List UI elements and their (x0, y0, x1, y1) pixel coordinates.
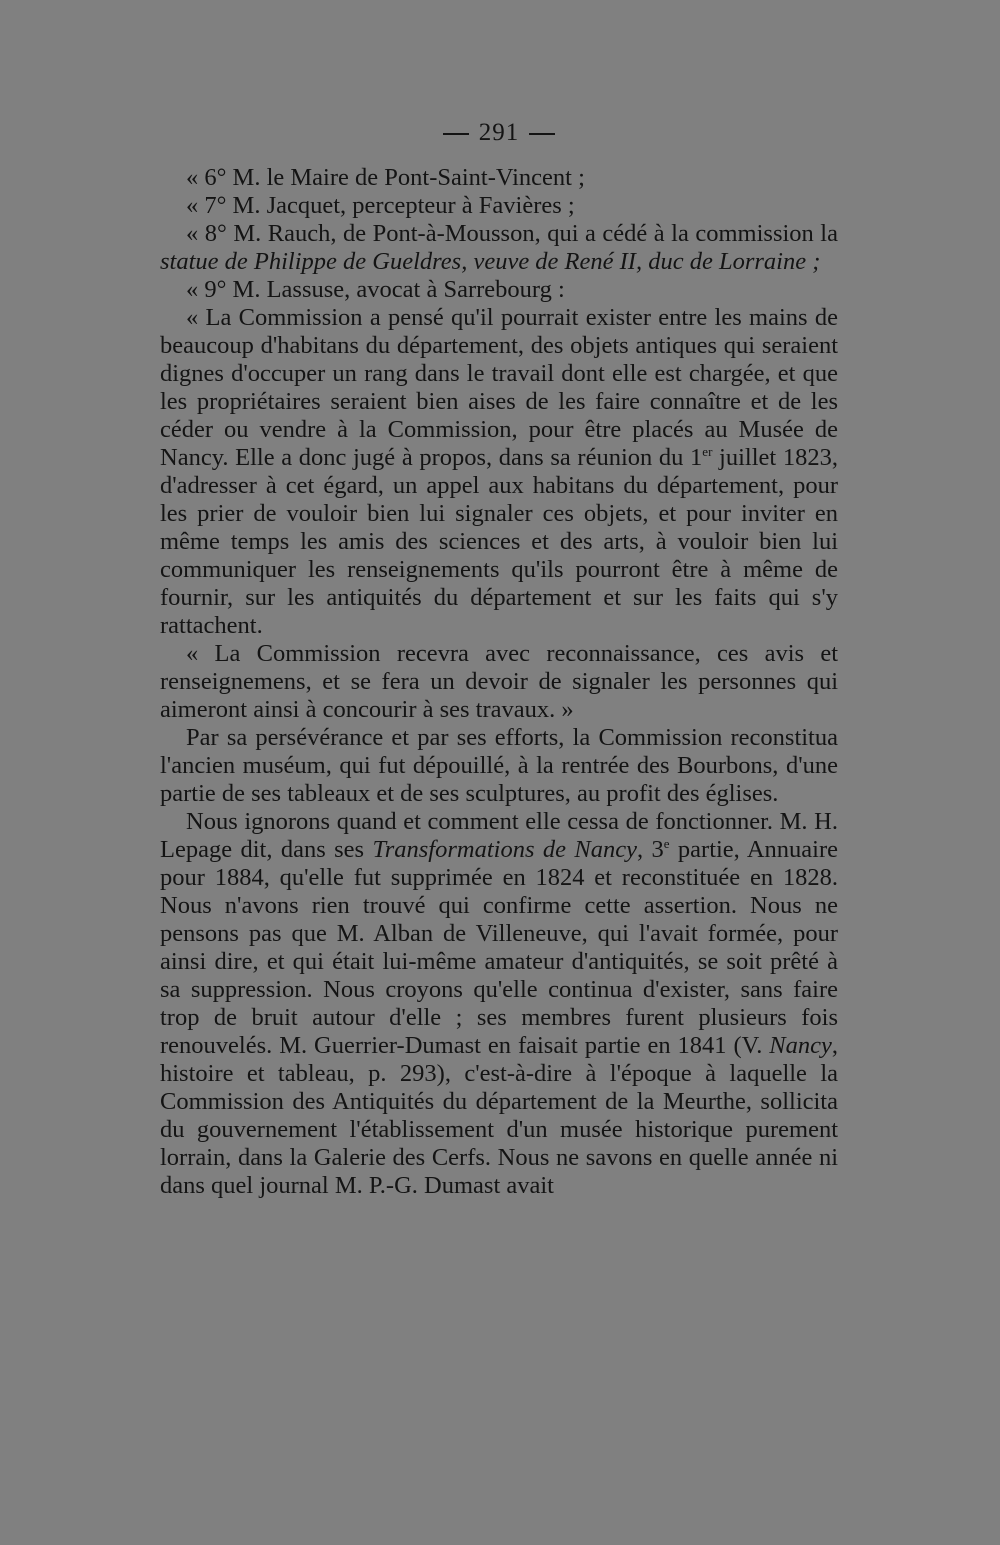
text-segment: partie, Annuaire pour 1884, qu'elle fut supprimée en 1824 et reconstituée en 1828. Nous n'avons rien trouvé qui confirme cette assertion. Nous ne pensons pas que M. Alban de Villeneuve, qui l'avait formée, pour ainsi dire, et qui était lui-même amateur d'antiquités, se soit prêté à sa suppression. Nous croyons qu'elle continua d'exister, sans faire trop de bruit autour d'elle ; ses membres furent plusieurs fois renouvelés. M. Guerrier-Dumast en faisait partie en 1841 (V. (160, 836, 839, 1059)
italic-text: statue de Philippe de Gueldres, veuve de René II, duc de Lorraine ; (160, 248, 821, 275)
text-segment: juillet 1823, d'adresser à cet égard, un appel aux habitans du département, pour les prier de vouloir bien lui signaler ces objets, et pour inviter en même temps les amis des sciences et des arts, à vouloir bien lui communiquer les renseignements qu'ils pourront être à même de fournir, sur les antiquités du département et sur les faits qui s'y rattachent. (160, 444, 838, 639)
text-segment: « 8° M. Rauch, de Pont-à-Mousson, qui a cédé à la commission la (186, 220, 838, 247)
superscript: e (663, 835, 670, 851)
text-segment: « La Commission recevra avec reconnaissance, ces avis et renseignemens, et se fera un devoir de signaler les personnes qui aimeront ainsi à concourir à ses travaux. » (160, 640, 838, 723)
paragraph-quote-1 (160, 304, 838, 640)
text-segment: Par sa persévérance et par ses efforts, la Commission reconstitua l'ancien muséum, qui fut dépouillé, à la rentrée des Bourbons, d'une partie de ses tableaux et de ses sculptures, au profit des églises. (160, 724, 838, 807)
paragraph-list-9 (160, 276, 838, 304)
page-number-value: 291 (478, 119, 520, 146)
text-segment: « 6° M. le Maire de Pont-Saint-Vincent ; (186, 164, 585, 191)
paragraph-list-8 (160, 220, 838, 276)
italic-text: Nancy (769, 1032, 832, 1059)
dash-right (529, 133, 555, 135)
paragraph-para-2 (160, 808, 838, 1200)
text-segment: , 3 (636, 836, 664, 863)
dash-left (443, 133, 469, 135)
text-segment: « La Commission a pensé qu'il pourrait exister entre les mains de beaucoup d'habitans du département, des objets antiques qui seraient dignes d'occuper un rang dans le travail dont elle est chargée, et que les propriétaires seraient bien aises de les faire connaître et de les céder ou vendre à la Commission, pour être placés au Musée de Nancy. Elle a donc jugé à propos, dans sa réunion du 1 (160, 304, 838, 471)
superscript: er (702, 443, 713, 459)
paragraph-quote-2 (160, 640, 838, 724)
body-text (160, 164, 838, 1200)
text-segment: , histoire et tableau, p. 293), c'est-à-dire à l'époque à laquelle la Commission des Antiquités du département de la Meurthe, sollicita du gouvernement l'établissement d'un musée historique purement lorrain, dans la Galerie des Cerfs. Nous ne savons en quelle année ni dans quel journal M. P.-G. Dumast avait (160, 1032, 838, 1199)
paragraph-list-7 (160, 192, 838, 220)
paragraph-para-1 (160, 724, 838, 808)
text-segment: Nous ignorons quand et comment elle cessa de fonctionner. M. H. Lepage dit, dans ses (160, 808, 838, 863)
page-number (160, 118, 838, 164)
italic-text: Transformations de Nancy (372, 836, 637, 863)
text-segment: « 9° M. Lassuse, avocat à Sarrebourg : (186, 276, 565, 303)
text-segment: « 7° M. Jacquet, percepteur à Favières ; (186, 192, 575, 219)
book-page (160, 118, 838, 1200)
paragraph-list-6 (160, 164, 838, 192)
